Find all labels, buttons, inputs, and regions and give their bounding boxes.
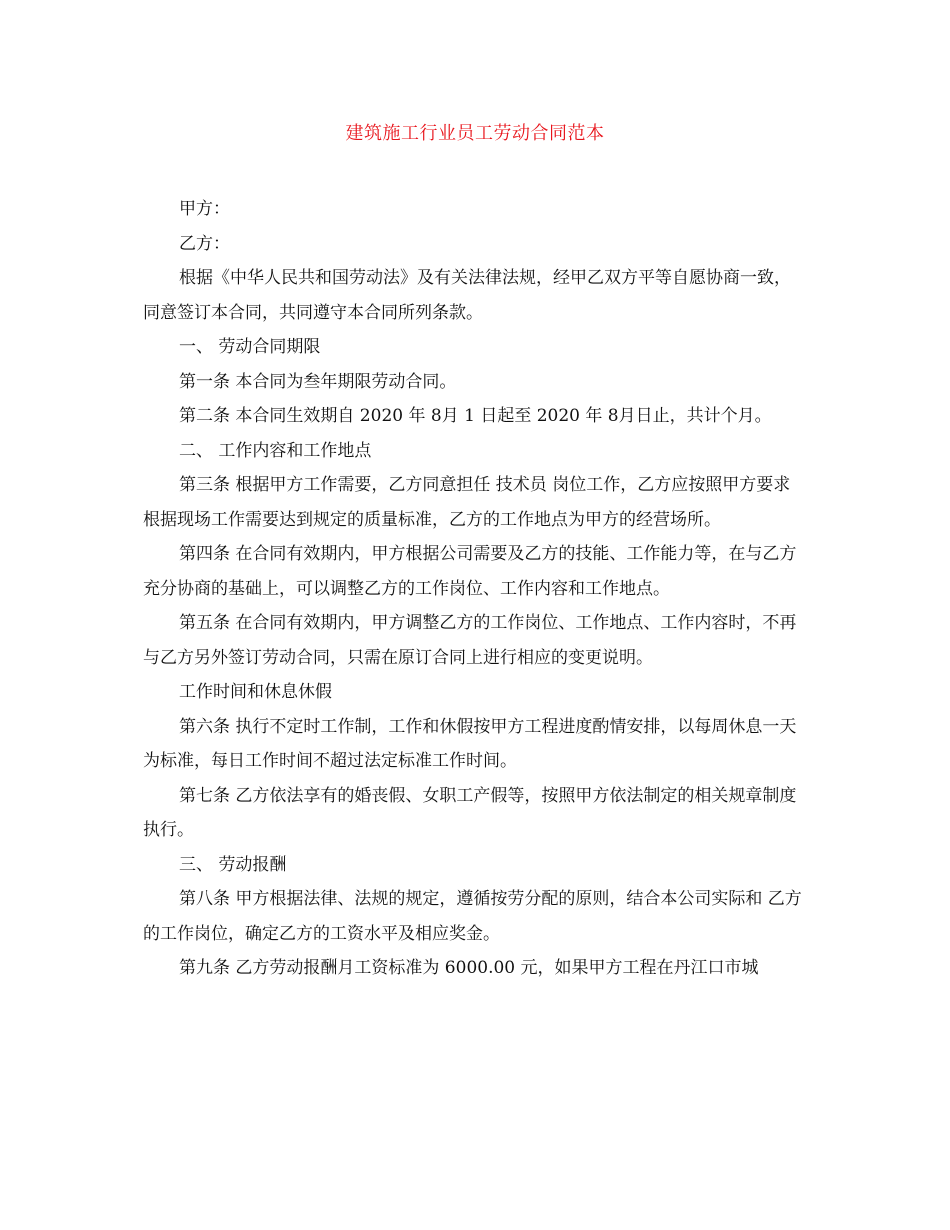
article-5: 第五条 在合同有效期内，甲方调整乙方的工作岗位、工作地点、工作内容时，不再与乙方另外签订劳动合同，只需在原订合同上进行相应的变更说明。: [143, 613, 797, 668]
section-heading-hours: 工作时间和休息休假: [179, 682, 332, 702]
section-heading-work: 二、 工作内容和工作地点: [179, 440, 372, 461]
article-9: 第九条 乙方劳动报酬月工资标准为 6000.00 元，如果甲方工程在丹江口市城: [179, 958, 759, 978]
article-1: 第一条 本合同为叁年期限劳动合同。: [179, 371, 457, 392]
section-heading-pay: 三、 劳动报酬: [179, 854, 287, 875]
article-2: 第二条 本合同生效期自 2020 年 8月 1 日起至 2020 年 8月日止，共计个月。: [179, 406, 772, 426]
article-8: 第八条 甲方根据法律、法规的规定，遵循按劳分配的原则，结合本公司实际和 乙方的工作岗位，确定乙方的工资水平及相应奖金。: [143, 889, 802, 944]
article-6: 第六条 执行不定时工作制，工作和休假按甲方工程进度酌情安排，以每周休息一天为标准，每日工作时间不超过法定标准工作时间。: [143, 716, 797, 771]
section-heading-term: 一、 劳动合同期限: [179, 337, 321, 357]
party-a-line: 甲方：: [179, 199, 230, 219]
article-4: 第四条 在合同有效期内，甲方根据公司需要及乙方的技能、工作能力等，在与乙方充分协商的基础上，可以调整乙方的工作岗位、工作内容和工作地点。: [143, 544, 797, 599]
article-3: 第三条 根据甲方工作需要，乙方同意担任 技术员 岗位工作，乙方应按照甲方要求根据现场工作需要达到规定的质量标准，乙方的工作地点为甲方的经营场所。: [143, 475, 791, 530]
document-body: [143, 192, 803, 986]
preamble-paragraph: 根据《中华人民共和国劳动法》及有关法律法规，经甲乙双方平等自愿协商一致，同意签订本合同，共同遵守本合同所列条款。: [143, 268, 791, 323]
document-title: 建筑施工行业员工劳动合同范本: [345, 123, 605, 144]
party-b-line: 乙方：: [179, 233, 230, 254]
article-7: 第七条 乙方依法享有的婚丧假、女职工产假等，按照甲方依法制定的相关规章制度执行。: [143, 785, 797, 840]
